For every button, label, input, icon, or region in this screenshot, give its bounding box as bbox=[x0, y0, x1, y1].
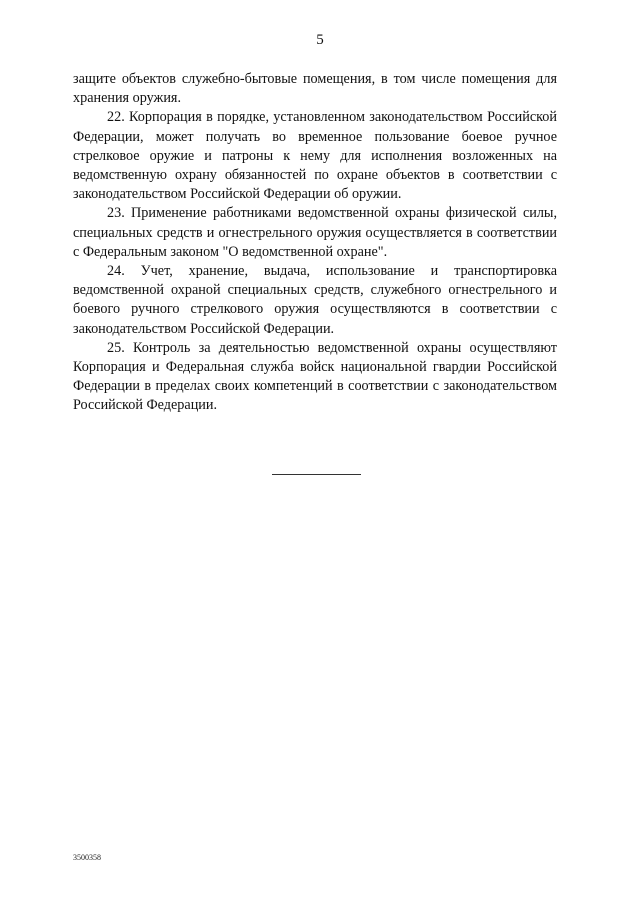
paragraph-25: 25. Контроль за деятельностью ведомственной охраны осуществляют Корпорация и Федеральная служба войск национальной гвардии Российской Федерации в пределах своих компетенций в соответствии с законодательством Российской Федерации. bbox=[73, 339, 557, 414]
paragraph-23: 23. Применение работниками ведомственной охраны физической силы, специальных средств и огнестрельного оружия осуществляется в соответствии с Федеральным законом "О ведомственной охране". bbox=[73, 205, 557, 260]
document-code: 3500358 bbox=[73, 853, 101, 862]
document-body bbox=[73, 70, 557, 416]
page-number: 5 bbox=[316, 32, 324, 48]
end-separator-line bbox=[272, 474, 361, 475]
paragraph-continuation: защите объектов служебно-бытовые помещения, в том числе помещения для хранения оружия. bbox=[73, 71, 557, 107]
paragraph-24: 24. Учет, хранение, выдача, использование и транспортировка ведомственной охраной специальных средств, служебного огнестрельного и боевого ручного стрелкового оружия осуществляются в соответствии с законодательством Российской Федерации. bbox=[73, 263, 557, 337]
paragraph-22: 22. Корпорация в порядке, установленном законодательством Российской Федерации, может получать во временное пользование боевое ручное стрелковое оружие и патроны к нему для исполнения возложенных на ведомственную охрану обязанностей по охране объектов в соответствии с законодательством Российской Федерации об оружии. bbox=[73, 109, 557, 203]
